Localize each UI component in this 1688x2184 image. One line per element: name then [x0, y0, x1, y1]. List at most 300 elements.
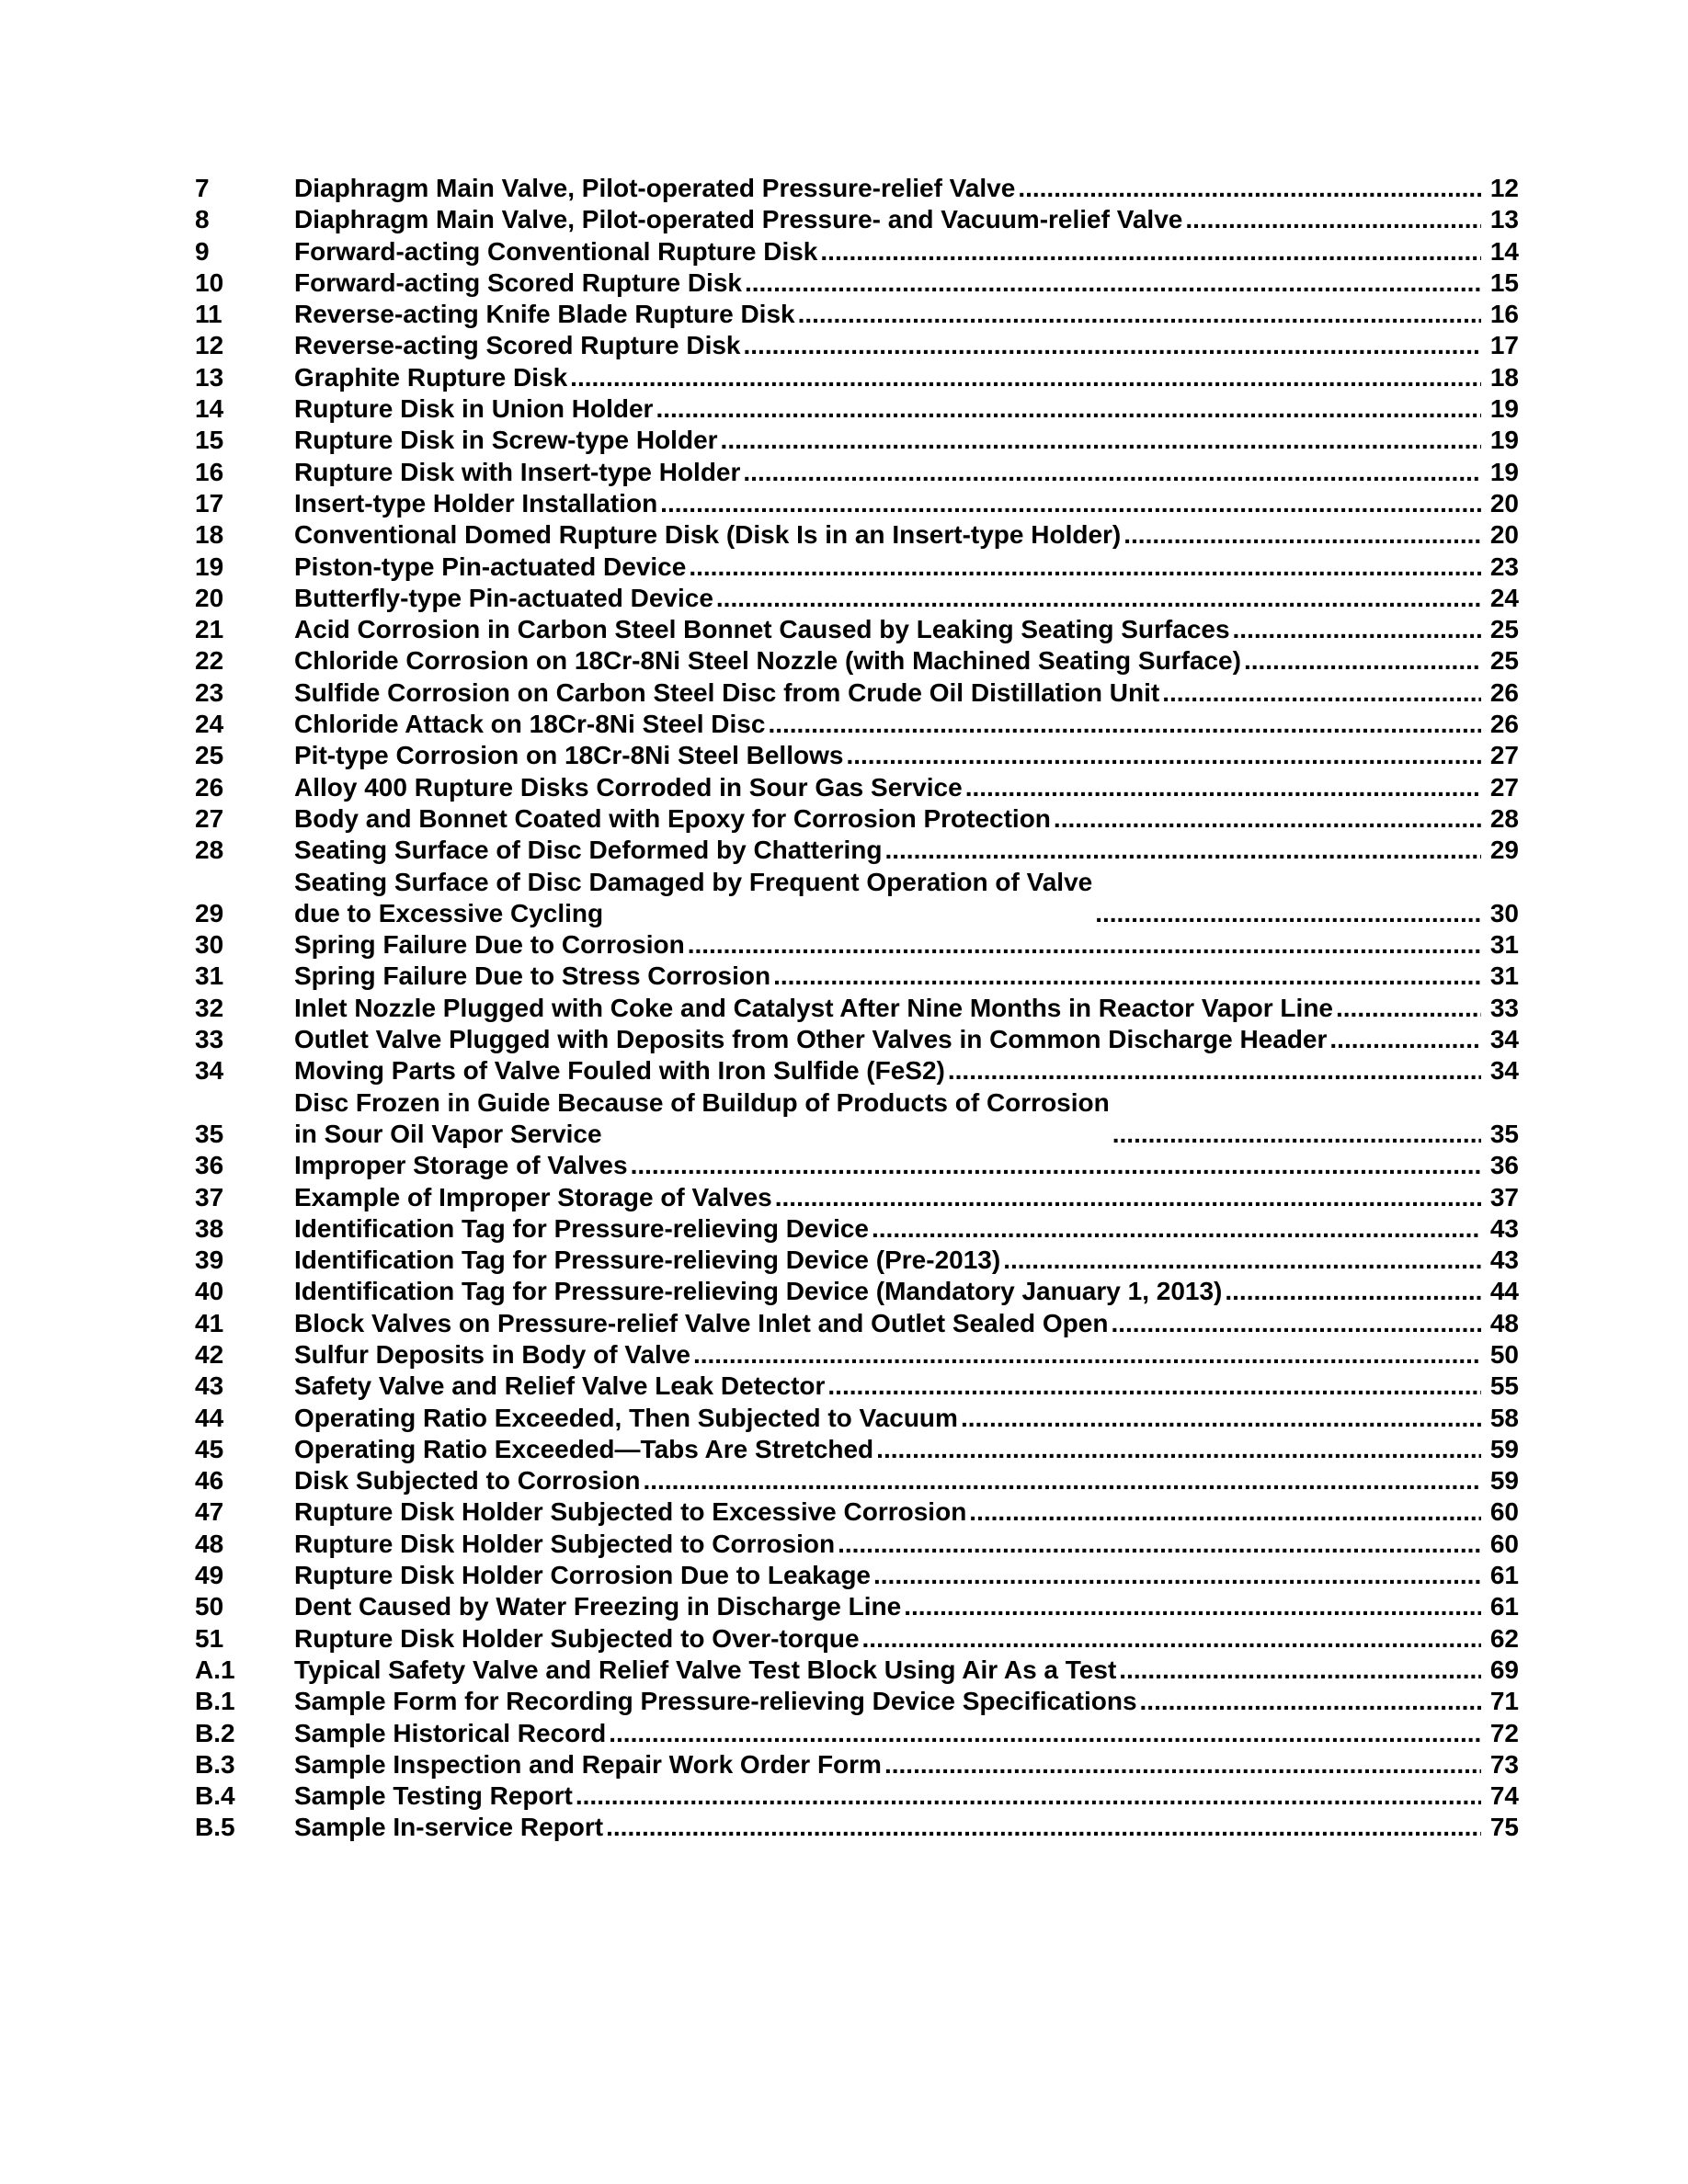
toc-entry[interactable]	[195, 236, 1519, 267]
toc-entry[interactable]	[195, 929, 1519, 961]
page-number: 60	[1489, 1529, 1519, 1558]
figure-number: 10	[195, 267, 224, 297]
figure-number: 40	[195, 1277, 224, 1306]
figure-title	[294, 1465, 641, 1496]
figure-number: 31	[195, 961, 224, 991]
page-number: 31	[1489, 961, 1519, 991]
toc-entry[interactable]	[195, 1655, 1519, 1686]
toc-entry[interactable]	[195, 362, 1519, 393]
figure-number: B.1	[195, 1687, 235, 1716]
entry-title-area	[294, 1718, 1484, 1749]
entry-title-area	[294, 614, 1484, 645]
toc-entry[interactable]	[195, 1055, 1519, 1086]
page-number: 71	[1489, 1687, 1519, 1716]
dot-leader	[606, 1812, 1481, 1843]
figure-title	[294, 583, 713, 614]
dot-leader	[1003, 1245, 1481, 1276]
page-number: 12	[1489, 174, 1519, 202]
figure-title-line: Identification Tag for Pressure-relieving Device (Mandatory January 1, 2013)	[294, 1277, 1223, 1306]
dot-leader	[768, 709, 1481, 740]
toc-entry[interactable]	[195, 1812, 1519, 1843]
figure-title	[294, 1245, 1000, 1276]
figure-title-line: Operating Ratio Exceeded, Then Subjected to Vacuum	[294, 1403, 958, 1432]
dot-leader	[884, 835, 1481, 866]
figure-number: B.2	[195, 1718, 235, 1747]
dot-leader	[1336, 993, 1481, 1024]
toc-entry[interactable]	[195, 1529, 1519, 1560]
page-number: 17	[1489, 331, 1519, 360]
page-number: 34	[1489, 1025, 1519, 1054]
figure-number: 14	[195, 394, 224, 424]
figure-number: 29	[195, 898, 224, 927]
page-number: 33	[1489, 993, 1519, 1022]
figure-title-line: Chloride Corrosion on 18Cr-8Ni Steel Nozzle (with Machined Seating Surface)	[294, 646, 1241, 676]
figure-title-line: due to Excessive Cycling	[294, 898, 604, 927]
entry-title-area	[294, 1371, 1484, 1402]
page-number: 43	[1489, 1246, 1519, 1275]
figure-number: 17	[195, 488, 224, 518]
figure-number: 12	[195, 331, 224, 360]
dot-leader	[904, 1591, 1481, 1622]
toc-entry[interactable]	[195, 1308, 1519, 1339]
figure-title-line: Sample Form for Recording Pressure-relieving Device Specifications	[294, 1687, 1137, 1716]
figure-title-line: Rupture Disk Holder Subjected to Excessive Corrosion	[294, 1497, 967, 1527]
figure-title-line: Disc Frozen in Guide Because of Buildup of Products of Corrosion	[294, 1087, 1110, 1117]
figure-title-line: Insert-type Holder Installation	[294, 488, 658, 518]
entry-title-area	[294, 457, 1484, 488]
figure-number: 9	[195, 236, 210, 266]
figure-number: 34	[195, 1056, 224, 1086]
entry-title-area	[294, 1434, 1484, 1465]
figure-title-line: Identification Tag for Pressure-relieving Device	[294, 1213, 869, 1243]
dot-leader	[827, 1371, 1481, 1402]
dot-leader	[961, 1403, 1481, 1434]
toc-entry[interactable]	[195, 1182, 1519, 1213]
page-number: 44	[1489, 1277, 1519, 1306]
figure-title-line: Forward-acting Scored Rupture Disk	[294, 267, 742, 297]
dot-leader	[872, 1213, 1481, 1245]
entry-title-area	[294, 1749, 1484, 1780]
figure-title-line: Rupture Disk in Screw-type Holder	[294, 426, 718, 455]
entry-title-area	[294, 1308, 1484, 1339]
entry-title-area	[294, 1150, 1484, 1181]
page-number: 20	[1489, 488, 1519, 518]
figure-number: 24	[195, 710, 224, 739]
page-number: 74	[1489, 1781, 1519, 1811]
toc-entry[interactable]	[195, 1780, 1519, 1812]
page-number: 59	[1489, 1434, 1519, 1463]
figure-title-line: Rupture Disk in Union Holder	[294, 394, 654, 424]
page-number: 60	[1489, 1497, 1519, 1527]
figure-title-line: Block Valves on Pressure-relief Valve Inlet and Outlet Sealed Open	[294, 1308, 1109, 1337]
toc-entry[interactable]	[195, 1718, 1519, 1749]
figure-title-line: Sample Testing Report	[294, 1781, 573, 1811]
dot-leader	[1112, 1119, 1481, 1150]
page-number: 43	[1489, 1213, 1519, 1243]
page-number: 73	[1489, 1749, 1519, 1779]
toc-entry[interactable]	[195, 1465, 1519, 1496]
figure-number: 22	[195, 646, 224, 676]
entry-title-area	[294, 1024, 1484, 1055]
figure-title-line: Typical Safety Valve and Relief Valve Test Block Using Air As a Test	[294, 1655, 1117, 1684]
page-number: 37	[1489, 1182, 1519, 1211]
toc-entry[interactable]	[195, 1276, 1519, 1307]
figure-title	[294, 1150, 628, 1181]
figure-title-line: Reverse-acting Scored Rupture Disk	[294, 331, 741, 360]
figure-title-line: Body and Bonnet Coated with Epoxy for Corrosion Protection	[294, 803, 1051, 833]
page-number: 36	[1489, 1151, 1519, 1180]
page-number: 13	[1489, 205, 1519, 234]
figure-title-line: Safety Valve and Relief Valve Leak Detector	[294, 1371, 826, 1401]
figure-number: 51	[195, 1623, 224, 1653]
toc-entry[interactable]	[195, 583, 1519, 614]
figure-title-line: Alloy 400 Rupture Disks Corroded in Sour Gas Service	[294, 772, 963, 802]
figure-title	[294, 1812, 603, 1843]
figure-number: 37	[195, 1182, 224, 1211]
page-number: 30	[1489, 898, 1519, 927]
toc-entry[interactable]	[195, 1623, 1519, 1655]
figure-title-line: Seating Surface of Disc Damaged by Frequent Operation of Valve	[294, 867, 1093, 896]
entry-title-area	[294, 1055, 1484, 1086]
figure-number: 43	[195, 1371, 224, 1401]
figure-title	[294, 867, 1092, 930]
figure-title	[294, 645, 1241, 677]
figure-title	[294, 1213, 869, 1245]
figure-title-line: Rupture Disk Holder Corrosion Due to Leakage	[294, 1561, 871, 1590]
page-number: 59	[1489, 1466, 1519, 1496]
figure-title-line: Acid Corrosion in Carbon Steel Bonnet Caused by Leaking Seating Surfaces	[294, 615, 1230, 644]
figure-title	[294, 1308, 1108, 1339]
figure-title-line: Sulfur Deposits in Body of Valve	[294, 1339, 690, 1369]
toc-entry[interactable]	[195, 1560, 1519, 1591]
entry-title-area	[294, 867, 1484, 930]
entry-title-area	[294, 425, 1484, 456]
toc-entry[interactable]	[195, 519, 1519, 551]
toc-entry[interactable]	[195, 993, 1519, 1024]
toc-entry[interactable]	[195, 1686, 1519, 1717]
figure-title-line: Butterfly-type Pin-actuated Device	[294, 583, 713, 612]
figure-title-line: Chloride Attack on 18Cr-8Ni Steel Disc	[294, 710, 766, 739]
dot-leader	[1111, 1308, 1481, 1339]
figure-title	[294, 1182, 772, 1213]
dot-leader	[862, 1623, 1481, 1655]
page-number: 28	[1489, 803, 1519, 833]
figure-title-line: Reverse-acting Knife Blade Rupture Disk	[294, 300, 795, 329]
figure-title-line: Outlet Valve Plugged with Deposits from Other Valves in Common Discharge Header	[294, 1025, 1328, 1054]
figure-title	[294, 204, 1182, 235]
dot-leader	[745, 267, 1481, 299]
dot-leader	[660, 488, 1481, 519]
entry-title-area	[294, 993, 1484, 1024]
dot-leader	[798, 299, 1481, 330]
figure-title	[294, 803, 1051, 835]
page-number: 24	[1489, 583, 1519, 612]
figure-number: B.3	[195, 1749, 235, 1779]
toc-entry[interactable]	[195, 393, 1519, 425]
figure-number: 16	[195, 457, 224, 486]
dot-leader	[1233, 614, 1481, 645]
figure-title	[294, 1276, 1222, 1307]
toc-entry[interactable]	[195, 1371, 1519, 1402]
page-number: 26	[1489, 677, 1519, 707]
toc-entry[interactable]	[195, 1339, 1519, 1371]
dot-leader	[743, 457, 1481, 488]
dot-leader	[873, 1560, 1481, 1591]
figure-title	[294, 1749, 882, 1780]
dot-leader	[656, 393, 1481, 425]
figure-title	[294, 1434, 873, 1465]
figure-number: 39	[195, 1246, 224, 1275]
toc-entry[interactable]	[195, 1024, 1519, 1055]
toc-entry[interactable]	[195, 267, 1519, 299]
toc-entry[interactable]	[195, 1434, 1519, 1465]
toc-entry[interactable]	[195, 1245, 1519, 1276]
figure-number: 18	[195, 520, 224, 550]
figure-number: 19	[195, 552, 224, 581]
figure-number: B.4	[195, 1781, 235, 1811]
figure-title	[294, 1403, 958, 1434]
figure-title	[294, 267, 742, 299]
toc-entry[interactable]	[195, 1749, 1519, 1780]
dot-leader	[965, 772, 1481, 803]
dot-leader	[1018, 173, 1481, 204]
entry-title-area	[294, 1655, 1484, 1686]
toc-entry[interactable]	[195, 173, 1519, 204]
entry-title-area	[294, 1529, 1484, 1560]
figure-number: 7	[195, 174, 210, 202]
entry-title-area	[294, 488, 1484, 519]
page-number: 16	[1489, 300, 1519, 329]
figure-title	[294, 1055, 945, 1086]
figure-title	[294, 519, 1121, 551]
entry-title-area	[294, 519, 1484, 551]
page-number: 27	[1489, 772, 1519, 802]
figure-title-line: Forward-acting Conventional Rupture Disk	[294, 236, 818, 266]
entry-title-area	[294, 1465, 1484, 1496]
entry-title-area	[294, 740, 1484, 771]
dot-leader	[1185, 204, 1481, 235]
toc-entry[interactable]	[195, 677, 1519, 709]
page-number: 19	[1489, 426, 1519, 455]
entry-title-area	[294, 929, 1484, 961]
figure-title	[294, 929, 685, 961]
toc-entry[interactable]	[195, 835, 1519, 866]
page-number: 26	[1489, 710, 1519, 739]
figure-number: 26	[195, 772, 224, 802]
dot-leader	[846, 740, 1481, 771]
figure-number: 45	[195, 1434, 224, 1463]
dot-leader	[1244, 645, 1481, 677]
toc-entry[interactable]	[195, 1591, 1519, 1622]
toc-entry[interactable]	[195, 299, 1519, 330]
page-number: 75	[1489, 1813, 1519, 1842]
toc-entry[interactable]	[195, 709, 1519, 740]
figure-title-line: Disk Subjected to Corrosion	[294, 1466, 641, 1496]
figure-title	[294, 393, 653, 425]
entry-title-area	[294, 1780, 1484, 1812]
dot-leader	[1225, 1276, 1481, 1307]
entry-title-area	[294, 1812, 1484, 1843]
entry-title-area	[294, 1560, 1484, 1591]
entry-title-area	[294, 173, 1484, 204]
figure-number: 28	[195, 836, 224, 865]
toc-entry[interactable]	[195, 867, 1519, 930]
entry-title-area	[294, 1623, 1484, 1655]
figure-number: 46	[195, 1466, 224, 1496]
entry-title-area	[294, 330, 1484, 361]
figure-title	[294, 362, 567, 393]
figure-number: 44	[195, 1403, 224, 1432]
entry-title-area	[294, 236, 1484, 267]
toc-entry[interactable]	[195, 645, 1519, 677]
dot-leader	[775, 1182, 1481, 1213]
figure-title	[294, 299, 795, 330]
figure-title	[294, 1339, 690, 1371]
figure-number: 25	[195, 741, 224, 770]
entry-title-area	[294, 645, 1484, 677]
page-number: 25	[1489, 615, 1519, 644]
figure-title-line: Graphite Rupture Disk	[294, 362, 568, 392]
dot-leader	[1123, 519, 1481, 551]
dot-leader	[838, 1529, 1481, 1560]
toc-entry[interactable]	[195, 1403, 1519, 1434]
entry-title-area	[294, 583, 1484, 614]
page-number: 29	[1489, 836, 1519, 865]
figure-number: 49	[195, 1561, 224, 1590]
figure-title-line: Moving Parts of Valve Fouled with Iron Sulfide (FeS2)	[294, 1056, 945, 1086]
figure-title-line: Rupture Disk Holder Subjected to Corrosion	[294, 1529, 836, 1558]
figure-title	[294, 552, 686, 583]
figure-title-line: Pit-type Corrosion on 18Cr-8Ni Steel Bellows	[294, 741, 844, 770]
toc-entry[interactable]	[195, 204, 1519, 235]
toc-entry[interactable]	[195, 488, 1519, 519]
entry-title-area	[294, 362, 1484, 393]
figure-title-line: Sample Historical Record	[294, 1718, 607, 1747]
figure-title-line: Operating Ratio Exceeded—Tabs Are Stretched	[294, 1434, 874, 1463]
figure-title	[294, 772, 963, 803]
dot-leader	[644, 1465, 1482, 1496]
figure-title-line: Improper Storage of Valves	[294, 1151, 628, 1180]
entry-title-area	[294, 1403, 1484, 1434]
entry-title-area	[294, 1591, 1484, 1622]
figure-title	[294, 614, 1230, 645]
toc-entry[interactable]	[195, 330, 1519, 361]
figure-number: 8	[195, 205, 210, 234]
toc-entry[interactable]	[195, 803, 1519, 835]
page-number: 35	[1489, 1119, 1519, 1148]
figure-title	[294, 993, 1333, 1024]
figure-title	[294, 236, 817, 267]
figure-title	[294, 1529, 835, 1560]
toc-entry[interactable]	[195, 457, 1519, 488]
figure-title-line: Dent Caused by Water Freezing in Discharge Line	[294, 1592, 902, 1621]
figure-title-line: Rupture Disk with Insert-type Holder	[294, 457, 741, 486]
toc-entry[interactable]	[195, 1213, 1519, 1245]
figure-number: 23	[195, 677, 224, 707]
figure-number: 15	[195, 426, 224, 455]
dot-leader	[570, 362, 1481, 393]
toc-entry[interactable]	[195, 772, 1519, 803]
dot-leader	[716, 583, 1481, 614]
figure-title-line: Conventional Domed Rupture Disk (Disk Is in an Insert-type Holder)	[294, 520, 1122, 550]
figures-toc-list	[195, 173, 1519, 1844]
figure-title-line: Spring Failure Due to Corrosion	[294, 930, 685, 960]
page-number: 55	[1489, 1371, 1519, 1401]
figure-number: 11	[195, 300, 222, 329]
figure-title	[294, 488, 657, 519]
dot-leader	[744, 330, 1482, 361]
figure-number: 41	[195, 1308, 224, 1337]
page-number: 61	[1489, 1561, 1519, 1590]
dot-leader	[721, 425, 1481, 456]
figure-title-line: Sample In-service Report	[294, 1813, 604, 1842]
page-number: 27	[1489, 741, 1519, 770]
entry-title-area	[294, 204, 1484, 235]
dot-leader	[1119, 1655, 1481, 1686]
figure-title	[294, 1591, 901, 1622]
figure-title	[294, 835, 882, 866]
dot-leader	[969, 1496, 1481, 1528]
figure-title	[294, 330, 741, 361]
toc-entry[interactable]	[195, 961, 1519, 992]
page-number: 62	[1489, 1623, 1519, 1653]
toc-entry[interactable]	[195, 552, 1519, 583]
dot-leader	[948, 1055, 1481, 1086]
page-number: 58	[1489, 1403, 1519, 1432]
figure-number: 30	[195, 930, 224, 960]
figure-title	[294, 1087, 1110, 1151]
figure-number: 20	[195, 583, 224, 612]
toc-entry[interactable]	[195, 425, 1519, 456]
figure-title-line: Example of Improper Storage of Valves	[294, 1182, 772, 1211]
entry-title-area	[294, 772, 1484, 803]
dot-leader	[1054, 803, 1481, 835]
page-number: 25	[1489, 646, 1519, 676]
entry-title-area	[294, 1087, 1484, 1151]
page-number: 69	[1489, 1655, 1519, 1684]
figure-title	[294, 1623, 860, 1655]
dot-leader	[1140, 1686, 1481, 1717]
page-number: 23	[1489, 552, 1519, 581]
dot-leader	[1095, 898, 1481, 929]
figure-title	[294, 173, 1015, 204]
toc-entry[interactable]	[195, 1087, 1519, 1151]
entry-title-area	[294, 1496, 1484, 1528]
page-number: 19	[1489, 457, 1519, 486]
toc-entry[interactable]	[195, 614, 1519, 645]
entry-title-area	[294, 835, 1484, 866]
figure-title	[294, 457, 740, 488]
figure-number: 48	[195, 1529, 224, 1558]
toc-entry[interactable]	[195, 740, 1519, 771]
toc-entry[interactable]	[195, 1496, 1519, 1528]
page-number: 18	[1489, 362, 1519, 392]
toc-entry[interactable]	[195, 1150, 1519, 1181]
entry-title-area	[294, 1339, 1484, 1371]
dot-leader	[884, 1749, 1481, 1780]
figure-title	[294, 677, 1159, 709]
figure-number: 42	[195, 1339, 224, 1369]
figure-number: 50	[195, 1592, 224, 1621]
dot-leader	[693, 1339, 1481, 1371]
figure-number: 33	[195, 1025, 224, 1054]
entry-title-area	[294, 393, 1484, 425]
figure-title	[294, 1718, 606, 1749]
figure-title-line: Seating Surface of Disc Deformed by Chattering	[294, 836, 883, 865]
dot-leader	[876, 1434, 1481, 1465]
page-number: 72	[1489, 1718, 1519, 1747]
dot-leader	[688, 929, 1481, 961]
